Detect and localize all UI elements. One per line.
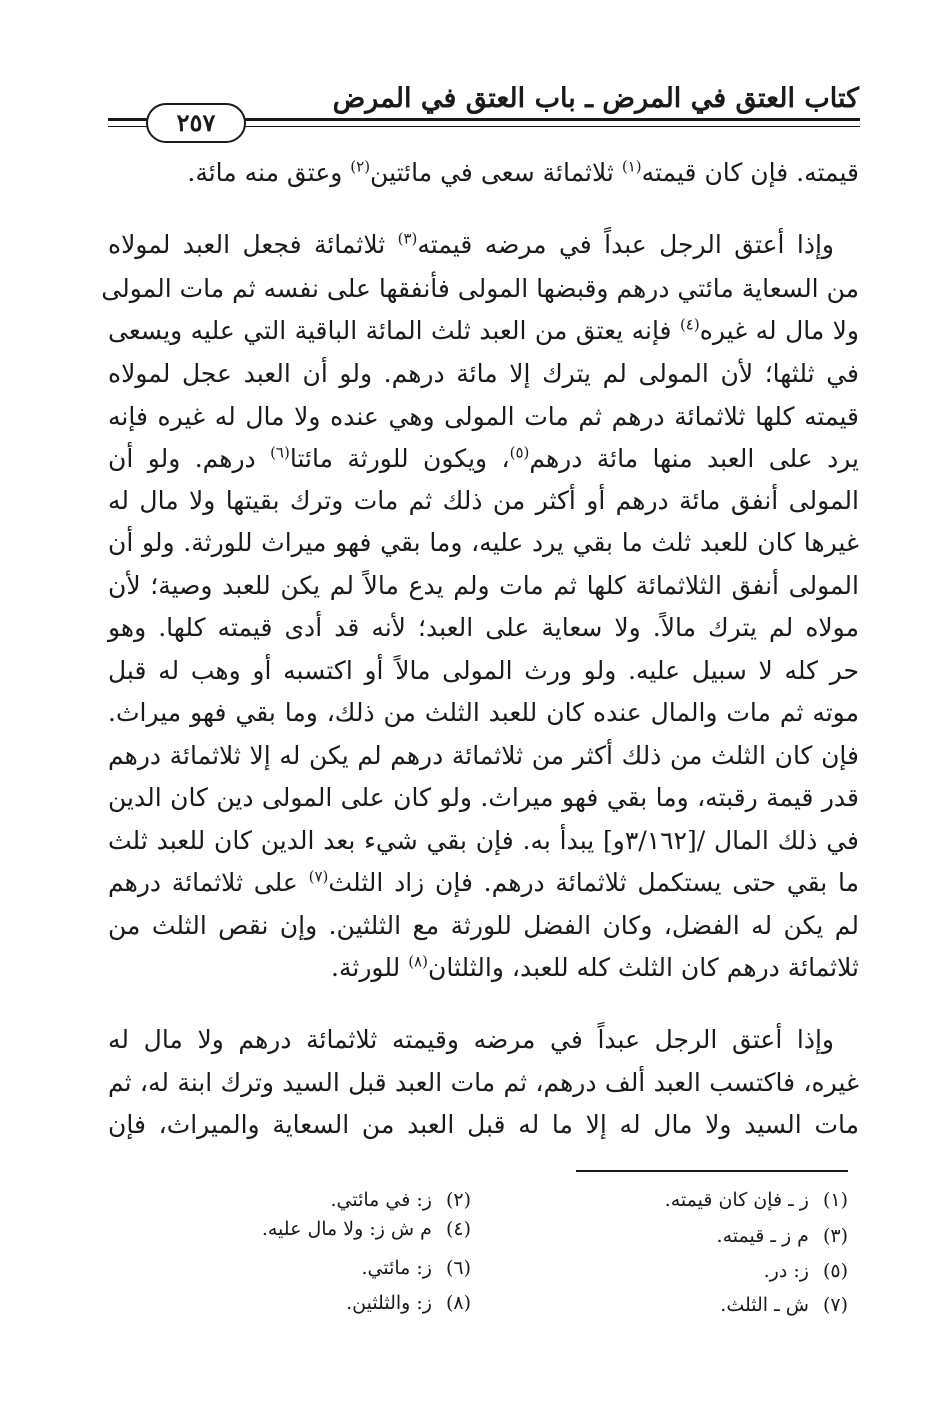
footnote-ref-8: (٨): [408, 952, 428, 971]
footnote-ref-5: (٥): [509, 443, 530, 462]
body-line-13: موته ثم مات والمال عنده كان للعبد الثلث من ذلك، وما بقي فهو ميراث.: [108, 698, 859, 727]
text-segment: ما بقي حتى يستكمل ثلاثمائة درهم. فإن زاد الثلث: [328, 868, 859, 897]
footnote-7: [720, 1292, 848, 1318]
text-segment: وإذا أعتق الرجل عبداً في مرضه قيمته: [417, 230, 834, 259]
footnote-ref-4: (٤): [679, 315, 700, 334]
body-line-7: [108, 442, 859, 476]
body-line-22: مات السيد ولا مال له إلا ما له قبل العبد من السعاية والميراث، فإن: [108, 1110, 859, 1139]
body-line-20: وإذا أعتق الرجل عبداً في مرضه وقيمته ثلاثمائة درهم ولا مال له: [108, 1025, 834, 1054]
footnote-number: (٢): [445, 1189, 471, 1211]
text-segment: ، ويكون للورثة مائتا: [289, 444, 510, 473]
body-line-12: حر كله لا سبيل عليه. ولو ورث المولى مالاً أو اكتسبه أو وهب له قبل: [108, 656, 859, 685]
text-segment: يرد على العبد منها مائة درهم: [529, 444, 859, 473]
footnote-ref-2: (٢): [350, 157, 371, 176]
footnote-text: ز: مائتي.: [361, 1257, 432, 1279]
footnote-number: (٦): [445, 1257, 471, 1279]
body-line-6: قيمته كلها ثلاثمائة درهم ثم مات المولى وهي عنده ولا مال له غيره فإنه: [108, 402, 859, 431]
footnote-number: (٤): [445, 1218, 471, 1240]
footnote-ref-1: (١): [621, 157, 642, 176]
text-segment: على ثلاثمائة درهم: [108, 868, 309, 897]
footnote-ref-7: (٧): [308, 867, 329, 886]
body-line-16: في ذلك المال /[٣/١٦٢و] يبدأ به. فإن بقي شيء بعد الدين كان للعبد ثلث: [108, 826, 860, 855]
footnote-number: (٨): [445, 1292, 471, 1314]
text-segment: ولا مال له غيره: [699, 316, 859, 345]
footnote-6: [361, 1255, 471, 1281]
body-line-1: [108, 156, 859, 190]
body-line-17: [108, 866, 859, 900]
body-line-2: [108, 228, 834, 262]
footnote-2: [330, 1187, 471, 1213]
footnote-4: [262, 1216, 471, 1242]
footnote-ref-3: (٣): [397, 229, 418, 248]
text-segment: قيمته. فإن كان قيمته: [641, 158, 859, 187]
body-line-14: فإن كان الثلث من ذلك أكثر من ثلاثمائة درهم لم يكن له إلا ثلاثمائة درهم: [108, 741, 859, 770]
footnote-8: [346, 1290, 471, 1316]
body-line-18: لم يكن له الفضل، وكان الفضل للورثة مع الثلثين. وإن نقص الثلث من: [108, 911, 859, 940]
body-line-19: [108, 951, 859, 985]
text-segment: درهم. ولو أن: [108, 444, 271, 473]
footnote-5: [764, 1258, 848, 1284]
body-line-15: قدر قيمة رقبته، وما بقي فهو ميراث. ولو كان على المولى دين كان الدين: [108, 783, 859, 812]
body-line-10: المولى أنفق الثلاثمائة كلها ثم مات ولم يدع مالاً لم يكن للعبد وصية؛ لأن: [108, 571, 859, 600]
footnote-text: م ز ـ قيمته.: [716, 1225, 809, 1247]
footnote-number: (٥): [822, 1260, 848, 1282]
footnote-text: ز ـ فإن كان قيمته.: [664, 1189, 809, 1211]
text-segment: وعتق منه مائة.: [187, 158, 351, 187]
footnote-rule: [576, 1170, 848, 1172]
footnote-text: ز: والثلثين.: [346, 1292, 432, 1314]
page-number: ٢٥٧: [146, 103, 246, 143]
footnote-text: ز: في مائتي.: [330, 1189, 432, 1211]
body-line-11: مولاه لم يترك مالاً. ولا سعاية على العبد؛ لأنه قد أدى قيمته كلها. وهو: [108, 613, 859, 642]
body-line-9: غيرها كان للعبد ثلث ما بقي يرد عليه، وما بقي فهو ميراث للورثة. ولو أن: [108, 528, 859, 557]
body-line-5: في ثلثها؛ لأن المولى لم يترك إلا مائة درهم. ولو أن العبد عجل لمولاه: [108, 359, 859, 388]
footnote-number: (١): [822, 1189, 848, 1211]
body-line-3: من السعاية مائتي درهم وقبضها المولى فأنفقها على نفسه ثم مات المولى: [101, 274, 859, 303]
footnote-text: ش ـ الثلث.: [720, 1294, 809, 1316]
footnote-3: [717, 1223, 848, 1249]
body-line-4: [108, 314, 859, 348]
footnote-number: (٧): [822, 1294, 848, 1316]
footnote-text: ز: در.: [763, 1260, 809, 1282]
footnote-1: [665, 1187, 848, 1213]
text-segment: ثلاثمائة درهم كان الثلث كله للعبد، والثلثان: [427, 953, 859, 982]
text-segment: للورثة.: [331, 953, 409, 982]
running-title: كتاب العتق في المرض ـ باب العتق في المرض: [332, 83, 859, 114]
text-segment: ثلاثمائة سعى في مائتين: [370, 158, 622, 187]
footnote-ref-6: (٦): [270, 443, 290, 462]
text-segment: فإنه يعتق من العبد ثلث المائة الباقية التي عليه ويسعى: [108, 316, 680, 345]
footnote-text: م ش ز: ولا مال عليه.: [261, 1218, 432, 1240]
footnote-number: (٣): [822, 1225, 848, 1247]
text-segment: ثلاثمائة فجعل العبد لمولاه: [108, 230, 398, 259]
body-line-8: المولى أنفق مائة درهم أو أكثر من ذلك ثم مات وترك بقيتها ولا مال له: [108, 486, 859, 515]
body-line-21: غيره، فاكتسب العبد ألف درهم، ثم مات العبد قبل السيد وترك ابنة له، ثم: [108, 1068, 859, 1097]
